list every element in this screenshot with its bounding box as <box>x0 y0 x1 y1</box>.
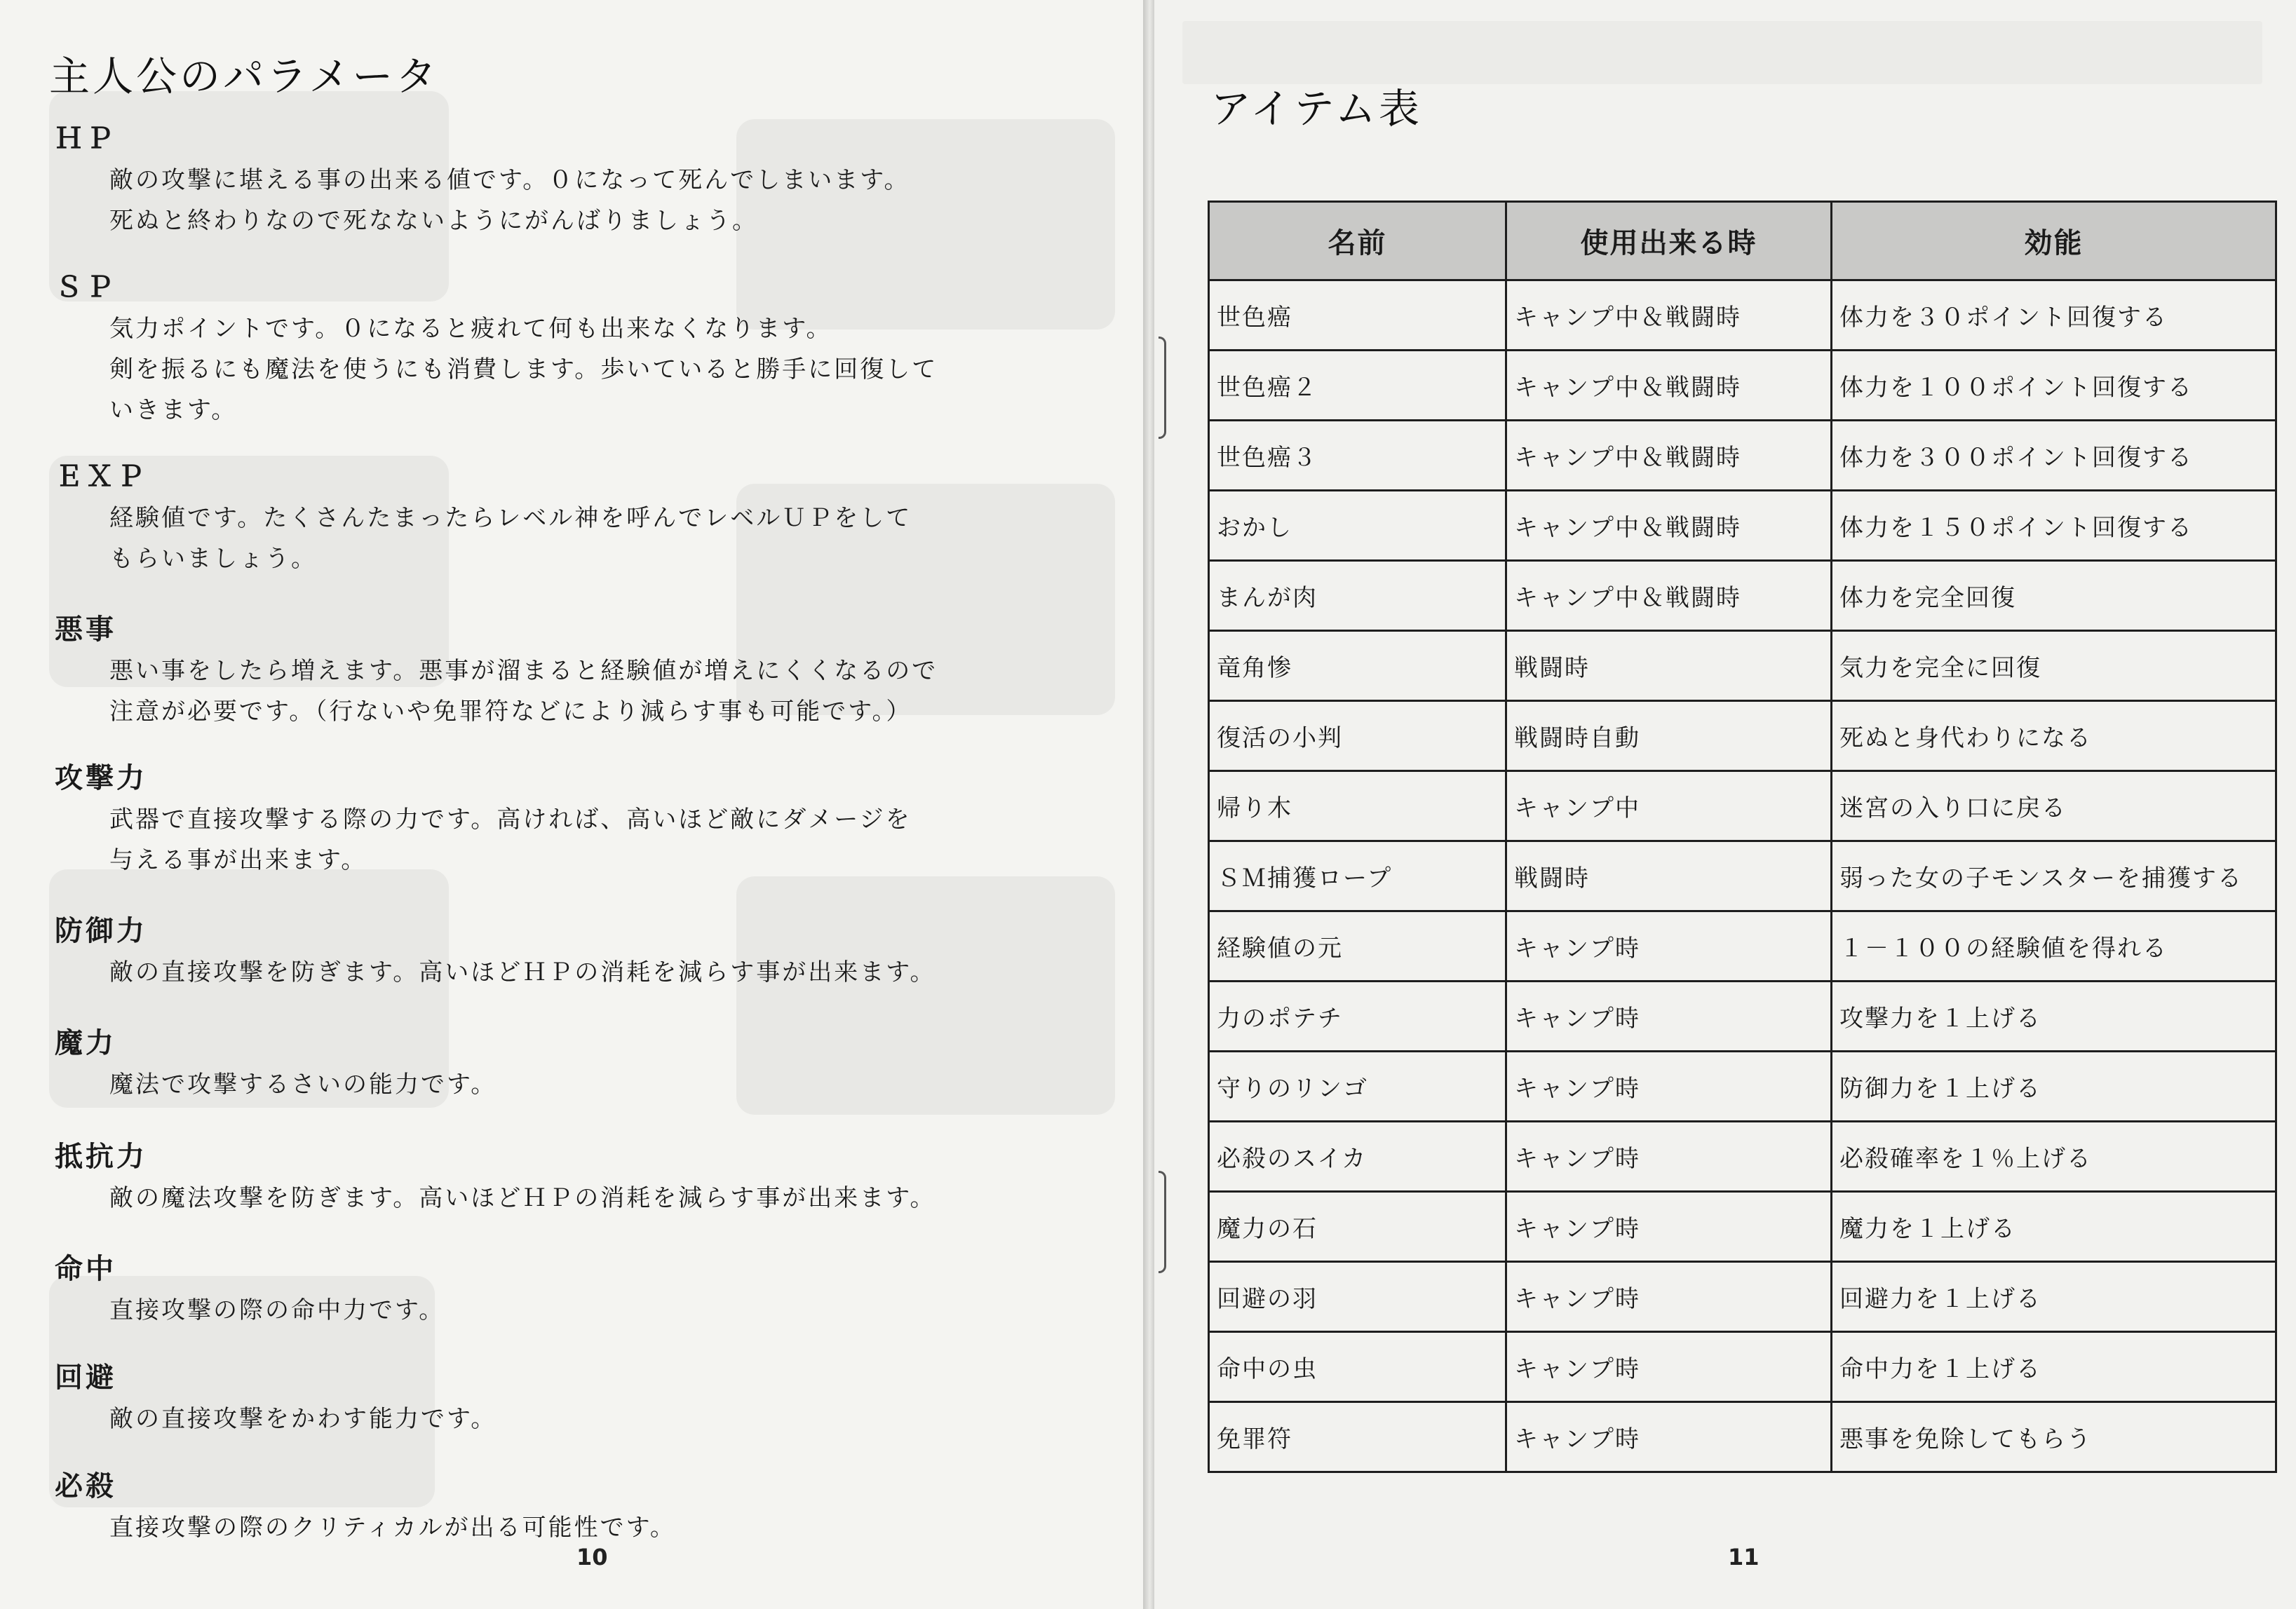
item-effect-cell: 体力を３０ポイント回復する <box>1832 280 2276 351</box>
parameter-entry <box>55 1465 1093 1548</box>
item-usage-cell: 戦闘時 <box>1506 631 1832 701</box>
table-header-row <box>1209 202 2276 280</box>
description-line: 敵の直接攻撃をかわす能力です。 <box>109 1405 497 1433</box>
column-header-name: 名前 <box>1209 202 1506 280</box>
parameter-name: 魔力 <box>55 1027 116 1059</box>
item-table <box>1208 201 2277 1473</box>
table-row <box>1209 1052 2276 1122</box>
item-usage-cell: キャンプ時 <box>1506 982 1832 1052</box>
item-effect-cell: 迷宮の入り口に戻る <box>1832 771 2276 841</box>
item-effect-cell: 悪事を免除してもらう <box>1832 1402 2276 1472</box>
description-line: 与える事が出来ます。 <box>109 846 367 874</box>
parameter-entry <box>55 1357 1093 1439</box>
parameter-name: ＨＰ <box>55 123 116 155</box>
parameter-name: 攻撃力 <box>55 762 147 794</box>
table-row <box>1209 351 2276 421</box>
item-effect-cell: 回避力を１上げる <box>1832 1262 2276 1332</box>
item-effect-cell: 死ぬと身代わりになる <box>1832 701 2276 771</box>
item-effect-cell: 防御力を１上げる <box>1832 1052 2276 1122</box>
item-name-cell: 必殺のスイカ <box>1209 1122 1506 1192</box>
description-line: 敵の直接攻撃を防ぎます。高いほどＨＰの消耗を減らす事が出来ます。 <box>109 958 936 986</box>
item-effect-cell: 魔力を１上げる <box>1832 1192 2276 1262</box>
item-effect-cell: 命中力を１上げる <box>1832 1332 2276 1402</box>
staple <box>1159 337 1166 439</box>
description-line: 直接攻撃の際のクリティカルが出る可能性です。 <box>109 1514 676 1542</box>
item-name-cell: 世色癌３ <box>1209 421 1506 491</box>
parameter-entry <box>55 1248 1093 1331</box>
description-line: 経験値です。たくさんたまったらレベル神を呼んでレベルＵＰをして <box>109 504 912 532</box>
item-name-cell: 竜角惨 <box>1209 631 1506 701</box>
parameter-name: ＥＸＰ <box>55 461 147 493</box>
item-usage-cell: 戦闘時 <box>1506 841 1832 911</box>
item-effect-cell: 気力を完全に回復 <box>1832 631 2276 701</box>
item-name-cell: 守りのリンゴ <box>1209 1052 1506 1122</box>
item-usage-cell: キャンプ時 <box>1506 1052 1832 1122</box>
parameter-entry <box>55 118 1093 241</box>
item-name-cell: 力のポテチ <box>1209 982 1506 1052</box>
parameter-description <box>55 799 1093 881</box>
table-row <box>1209 1192 2276 1262</box>
description-line: 死ぬと終わりなので死なないようにがんばりましょう。 <box>109 207 758 235</box>
description-line: 魔法で攻撃するさいの能力です。 <box>109 1071 497 1099</box>
staple <box>1159 1171 1166 1273</box>
page-number: 11 <box>1728 1544 1760 1570</box>
item-usage-cell: キャンプ時 <box>1506 1192 1832 1262</box>
item-usage-cell: キャンプ時 <box>1506 1332 1832 1402</box>
item-effect-cell: 体力を完全回復 <box>1832 561 2276 631</box>
item-usage-cell: キャンプ中＆戦闘時 <box>1506 280 1832 351</box>
table-row <box>1209 911 2276 982</box>
parameter-name: 抵抗力 <box>55 1141 147 1173</box>
description-line: 悪い事をしたら増えます。悪事が溜まると経験値が増えにくくなるので <box>109 657 938 685</box>
parameter-name: 命中 <box>55 1253 116 1285</box>
item-name-cell: 魔力の石 <box>1209 1192 1506 1262</box>
parameter-description <box>55 1399 1093 1439</box>
description-line: 剣を振るにも魔法を使うにも消費します。歩いていると勝手に回復して <box>109 355 938 383</box>
parameter-description <box>55 1064 1093 1105</box>
parameter-name: 必殺 <box>55 1470 116 1502</box>
table-row <box>1209 1122 2276 1192</box>
parameter-name: ＳＰ <box>55 271 116 304</box>
description-line: もらいましょう。 <box>109 545 317 573</box>
item-usage-cell: キャンプ中＆戦闘時 <box>1506 491 1832 561</box>
parameter-description <box>55 1290 1093 1331</box>
table-row <box>1209 1262 2276 1332</box>
item-name-cell: おかし <box>1209 491 1506 561</box>
item-effect-cell: １－１００の経験値を得れる <box>1832 911 2276 982</box>
left-page <box>0 0 1143 1609</box>
description-line: いきます。 <box>109 396 238 424</box>
table-row <box>1209 841 2276 911</box>
item-usage-cell: キャンプ中＆戦闘時 <box>1506 421 1832 491</box>
description-line: 気力ポイントです。０になると疲れて何も出来なくなります。 <box>109 315 832 343</box>
parameter-description <box>55 308 1093 430</box>
item-usage-cell: キャンプ時 <box>1506 1402 1832 1472</box>
parameter-entry <box>55 1136 1093 1218</box>
parameter-entry <box>55 757 1093 881</box>
item-effect-cell: 体力を１００ポイント回復する <box>1832 351 2276 421</box>
item-effect-cell: 体力を１５０ポイント回復する <box>1832 491 2276 561</box>
parameter-name: 防御力 <box>55 915 147 947</box>
parameter-name: 悪事 <box>55 613 116 646</box>
table-row <box>1209 561 2276 631</box>
parameter-entry <box>55 609 1093 732</box>
parameter-entry <box>55 456 1093 579</box>
item-usage-cell: キャンプ中 <box>1506 771 1832 841</box>
parameter-description <box>55 160 1093 241</box>
parameter-entry <box>55 266 1093 430</box>
item-effect-cell: 体力を３００ポイント回復する <box>1832 421 2276 491</box>
page-title: アイテム表 <box>1210 85 1422 133</box>
item-name-cell: 回避の羽 <box>1209 1262 1506 1332</box>
item-usage-cell: キャンプ時 <box>1506 911 1832 982</box>
page-title: 主人公のパラメータ <box>49 53 440 100</box>
parameter-description <box>55 651 1093 732</box>
table-row <box>1209 1332 2276 1402</box>
table-row <box>1209 280 2276 351</box>
item-name-cell: まんが肉 <box>1209 561 1506 631</box>
table-row <box>1209 491 2276 561</box>
show-through-text-band <box>1182 21 2262 84</box>
item-name-cell: 世色癌 <box>1209 280 1506 351</box>
table-row <box>1209 631 2276 701</box>
item-usage-cell: キャンプ中＆戦闘時 <box>1506 351 1832 421</box>
table-row <box>1209 701 2276 771</box>
item-name-cell: 免罪符 <box>1209 1402 1506 1472</box>
item-usage-cell: キャンプ中＆戦闘時 <box>1506 561 1832 631</box>
column-header-effect: 効能 <box>1832 202 2276 280</box>
item-name-cell: 経験値の元 <box>1209 911 1506 982</box>
item-name-cell: 復活の小判 <box>1209 701 1506 771</box>
column-header-when: 使用出来る時 <box>1506 202 1832 280</box>
parameter-description <box>55 498 1093 579</box>
parameter-entry <box>55 910 1093 993</box>
parameter-entry <box>55 1022 1093 1105</box>
item-name-cell: 帰り木 <box>1209 771 1506 841</box>
item-effect-cell: 攻撃力を１上げる <box>1832 982 2276 1052</box>
table-row <box>1209 421 2276 491</box>
item-name-cell: ＳＭ捕獲ロープ <box>1209 841 1506 911</box>
parameter-description <box>55 1178 1093 1218</box>
description-line: 直接攻撃の際の命中力です。 <box>109 1296 445 1324</box>
parameter-name: 回避 <box>55 1362 116 1394</box>
table-row <box>1209 1402 2276 1472</box>
table-row <box>1209 982 2276 1052</box>
description-line: 注意が必要です。（行ないや免罪符などにより減らす事も可能です。） <box>109 698 912 726</box>
parameter-description <box>55 1507 1093 1548</box>
item-usage-cell: キャンプ時 <box>1506 1262 1832 1332</box>
book-gutter <box>1143 0 1154 1609</box>
item-name-cell: 命中の虫 <box>1209 1332 1506 1402</box>
item-effect-cell: 弱った女の子モンスターを捕獲する <box>1832 841 2276 911</box>
page-number: 10 <box>576 1544 608 1570</box>
parameter-description <box>55 952 1093 993</box>
item-name-cell: 世色癌２ <box>1209 351 1506 421</box>
description-line: 敵の攻撃に堪える事の出来る値です。０になって死んでしまいます。 <box>109 166 910 194</box>
item-effect-cell: 必殺確率を１％上げる <box>1832 1122 2276 1192</box>
item-usage-cell: 戦闘時自動 <box>1506 701 1832 771</box>
item-usage-cell: キャンプ時 <box>1506 1122 1832 1192</box>
table-row <box>1209 771 2276 841</box>
description-line: 武器で直接攻撃する際の力です。高ければ、高いほど敵にダメージを <box>109 806 912 834</box>
description-line: 敵の魔法攻撃を防ぎます。高いほどＨＰの消耗を減らす事が出来ます。 <box>109 1184 936 1212</box>
